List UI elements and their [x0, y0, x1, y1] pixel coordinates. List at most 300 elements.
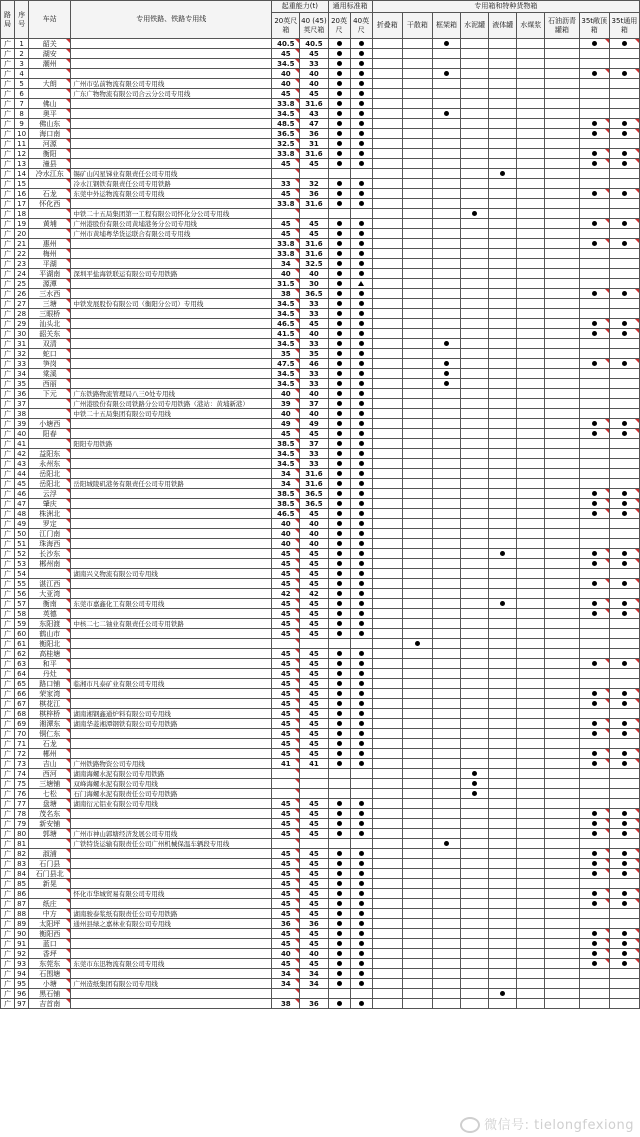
special-cell-8: [609, 289, 639, 299]
table-row: [1, 509, 640, 519]
special-cell-5: [517, 859, 545, 869]
cap40-cell: 40: [300, 409, 328, 419]
route-cell: 广: [1, 759, 15, 769]
table-row: [1, 299, 640, 309]
special-cell-5: [517, 59, 545, 69]
special-cell-5: [517, 849, 545, 859]
special-cell-5: [517, 939, 545, 949]
cap40-cell: 40: [300, 529, 328, 539]
dot-mark: [337, 751, 342, 756]
special-cell-1: [402, 699, 432, 709]
cap20-cell: 45: [272, 699, 300, 709]
table-row: [1, 99, 640, 109]
special-cell-6: [545, 279, 579, 289]
station-cell: [29, 69, 71, 79]
special-cell-3: [461, 249, 489, 259]
dot-mark: [622, 701, 627, 706]
dot-mark: [622, 151, 627, 156]
cap40-cell: 45: [300, 159, 328, 169]
railway-cell: [71, 929, 272, 939]
special-cell-4: [489, 709, 517, 719]
dot-mark: [622, 901, 627, 906]
cap40-cell: 33: [300, 339, 328, 349]
special-cell-7: [579, 419, 609, 429]
special-cell-7: [579, 339, 609, 349]
special-cell-8: [609, 559, 639, 569]
special-cell-4: [489, 899, 517, 909]
cap40-cell: 45: [300, 809, 328, 819]
station-cell: 和平: [29, 659, 71, 669]
std-cell-1: [350, 359, 372, 369]
std-cell-0: [328, 679, 350, 689]
special-cell-1: [402, 229, 432, 239]
special-cell-1: [402, 479, 432, 489]
route-cell: 广: [1, 89, 15, 99]
cap40-cell: 45: [300, 219, 328, 229]
cap20-cell: [272, 839, 300, 849]
dot-mark: [359, 611, 364, 616]
special-cell-6: [545, 209, 579, 219]
table-row: [1, 799, 640, 809]
dot-mark: [337, 261, 342, 266]
cap40-cell: 31.6: [300, 199, 328, 209]
cap20-cell: 45: [272, 819, 300, 829]
cap40-cell: 33: [300, 59, 328, 69]
route-cell: 广: [1, 99, 15, 109]
special-cell-4: [489, 509, 517, 519]
special-cell-5: [517, 749, 545, 759]
route-cell: 广: [1, 269, 15, 279]
seq-cell: 15: [15, 179, 29, 189]
table-row: [1, 279, 640, 289]
special-cell-2: [432, 69, 460, 79]
dot-mark: [592, 751, 597, 756]
special-cell-5: [517, 419, 545, 429]
route-cell: 广: [1, 399, 15, 409]
special-cell-2: [432, 169, 460, 179]
seq-cell: 38: [15, 409, 29, 419]
special-cell-0: [372, 779, 402, 789]
cap40-cell: 45: [300, 729, 328, 739]
special-cell-7: [579, 469, 609, 479]
special-cell-5: [517, 479, 545, 489]
dot-mark: [337, 681, 342, 686]
special-cell-2: [432, 669, 460, 679]
special-cell-7: [579, 539, 609, 549]
cap20-cell: 45: [272, 829, 300, 839]
special-cell-5: [517, 579, 545, 589]
special-cell-4: [489, 619, 517, 629]
special-cell-1: [402, 689, 432, 699]
special-cell-0: [372, 559, 402, 569]
special-cell-0: [372, 679, 402, 689]
special-cell-5: [517, 189, 545, 199]
special-cell-4: [489, 999, 517, 1009]
table-row: [1, 59, 640, 69]
special-cell-2: [432, 849, 460, 859]
special-cell-4: [489, 369, 517, 379]
railway-cell: [71, 689, 272, 699]
dot-mark: [359, 221, 364, 226]
std-cell-1: [350, 789, 372, 799]
station-cell: 棋梓桥: [29, 709, 71, 719]
railway-cell: 怀化市华城贸易有限公司专用线: [71, 889, 272, 899]
special-cell-0: [372, 959, 402, 969]
special-cell-0: [372, 709, 402, 719]
seq-cell: 33: [15, 359, 29, 369]
dot-mark: [359, 971, 364, 976]
std-cell-1: [350, 619, 372, 629]
special-cell-8: [609, 399, 639, 409]
special-cell-8: [609, 939, 639, 949]
special-cell-3: [461, 469, 489, 479]
special-cell-1: [402, 109, 432, 119]
special-cell-4: [489, 909, 517, 919]
special-cell-8: [609, 969, 639, 979]
dot-mark: [622, 581, 627, 586]
seq-cell: 94: [15, 969, 29, 979]
std-cell-1: [350, 289, 372, 299]
seq-cell: 8: [15, 109, 29, 119]
route-cell: 广: [1, 999, 15, 1009]
special-cell-7: [579, 689, 609, 699]
special-cell-5: [517, 949, 545, 959]
dot-mark: [359, 661, 364, 666]
special-cell-6: [545, 109, 579, 119]
special-cell-8: [609, 549, 639, 559]
special-cell-2: [432, 199, 460, 209]
special-cell-7: [579, 389, 609, 399]
special-cell-3: [461, 209, 489, 219]
special-cell-3: [461, 949, 489, 959]
cap40-cell: 32: [300, 179, 328, 189]
special-cell-0: [372, 769, 402, 779]
special-cell-7: [579, 49, 609, 59]
route-cell: 广: [1, 739, 15, 749]
dot-mark: [337, 241, 342, 246]
special-cell-7: [579, 659, 609, 669]
railway-cell: 东莞中外运物流有限公司专用线: [71, 189, 272, 199]
special-cell-3: [461, 299, 489, 309]
special-cell-3: [461, 639, 489, 649]
special-cell-1: [402, 319, 432, 329]
special-cell-6: [545, 129, 579, 139]
special-cell-2: [432, 179, 460, 189]
cap20-cell: 45: [272, 579, 300, 589]
special-cell-0: [372, 489, 402, 499]
dot-mark: [592, 821, 597, 826]
std-cell-1: [350, 239, 372, 249]
railway-cell: 广州市弘前物流有限公司专用线: [71, 79, 272, 89]
special-cell-1: [402, 99, 432, 109]
special-cell-6: [545, 769, 579, 779]
railway-cell: [71, 739, 272, 749]
std-cell-1: [350, 489, 372, 499]
special-cell-0: [372, 279, 402, 289]
special-cell-2: [432, 499, 460, 509]
std-cell-0: [328, 69, 350, 79]
station-cell: 棋花江: [29, 699, 71, 709]
special-cell-6: [545, 979, 579, 989]
dot-mark: [500, 991, 505, 996]
station-cell: 永州东: [29, 459, 71, 469]
dot-mark: [359, 761, 364, 766]
cap20-cell: 48.5: [272, 119, 300, 129]
special-cell-6: [545, 169, 579, 179]
special-cell-6: [545, 679, 579, 689]
std-cell-1: [350, 499, 372, 509]
std-cell-1: [350, 769, 372, 779]
cap20-cell: 45: [272, 549, 300, 559]
cap40-cell: 34: [300, 979, 328, 989]
dot-mark: [622, 431, 627, 436]
cap40-cell: 45: [300, 739, 328, 749]
cap40-cell: 45: [300, 829, 328, 839]
seq-cell: 28: [15, 309, 29, 319]
cap40-cell: 31.6: [300, 469, 328, 479]
dot-mark: [359, 111, 364, 116]
railway-cell: 广州市神山郭塘经济发展公司专用线: [71, 829, 272, 839]
special-cell-0: [372, 919, 402, 929]
special-cell-1: [402, 439, 432, 449]
special-cell-8: [609, 669, 639, 679]
railway-cell: [71, 639, 272, 649]
cap20-cell: 32.5: [272, 139, 300, 149]
special-cell-7: [579, 349, 609, 359]
cap20-cell: 46.5: [272, 509, 300, 519]
station-cell: 黄埔: [29, 219, 71, 229]
cap20-cell: 45: [272, 709, 300, 719]
special-cell-6: [545, 849, 579, 859]
station-cell: 荣家湾: [29, 689, 71, 699]
std-cell-1: [350, 369, 372, 379]
special-cell-8: [609, 809, 639, 819]
special-cell-5: [517, 329, 545, 339]
std-cell-0: [328, 999, 350, 1009]
special-cell-1: [402, 989, 432, 999]
railway-cell: [71, 459, 272, 469]
dot-mark: [337, 331, 342, 336]
cap40-cell: 45: [300, 799, 328, 809]
seq-cell: 34: [15, 369, 29, 379]
col-special-2: 框架箱: [432, 13, 460, 39]
special-cell-2: [432, 619, 460, 629]
table-row: [1, 219, 640, 229]
railway-cell: [71, 289, 272, 299]
special-cell-4: [489, 809, 517, 819]
railway-cell: [71, 139, 272, 149]
special-cell-3: [461, 869, 489, 879]
dot-mark: [622, 951, 627, 956]
dot-mark: [622, 491, 627, 496]
railway-cell: [71, 939, 272, 949]
special-cell-4: [489, 329, 517, 339]
station-cell: 云浮: [29, 489, 71, 499]
cap40-cell: 40: [300, 69, 328, 79]
special-cell-2: [432, 649, 460, 659]
dot-mark: [359, 911, 364, 916]
special-cell-1: [402, 219, 432, 229]
dot-mark: [359, 491, 364, 496]
dot-mark: [500, 601, 505, 606]
std-cell-0: [328, 619, 350, 629]
cap40-cell: 45: [300, 699, 328, 709]
dot-mark: [337, 301, 342, 306]
dot-mark: [444, 341, 449, 346]
seq-cell: 89: [15, 919, 29, 929]
cap20-cell: 40: [272, 79, 300, 89]
special-cell-4: [489, 259, 517, 269]
special-cell-8: [609, 679, 639, 689]
route-cell: 广: [1, 779, 15, 789]
special-cell-3: [461, 399, 489, 409]
seq-cell: 37: [15, 399, 29, 409]
std-cell-0: [328, 509, 350, 519]
station-cell: [29, 179, 71, 189]
special-cell-7: [579, 579, 609, 589]
dot-mark: [472, 771, 477, 776]
railway-cell: [71, 319, 272, 329]
seq-cell: 76: [15, 789, 29, 799]
special-cell-0: [372, 699, 402, 709]
std-cell-1: [350, 39, 372, 49]
std-cell-0: [328, 79, 350, 89]
std-cell-0: [328, 279, 350, 289]
railway-cell: 广州港股份有限公司黄埔港务分公司专用线: [71, 219, 272, 229]
special-cell-7: [579, 199, 609, 209]
seq-cell: 4: [15, 69, 29, 79]
dot-mark: [359, 671, 364, 676]
std-cell-0: [328, 779, 350, 789]
std-cell-0: [328, 289, 350, 299]
railway-cell: 深圳平盐海铁联运有限公司专用铁路: [71, 269, 272, 279]
route-cell: 广: [1, 169, 15, 179]
special-cell-8: [609, 139, 639, 149]
dot-mark: [592, 701, 597, 706]
special-cell-1: [402, 189, 432, 199]
special-cell-1: [402, 529, 432, 539]
station-cell: 郴州: [29, 749, 71, 759]
special-cell-4: [489, 69, 517, 79]
special-cell-5: [517, 809, 545, 819]
special-cell-3: [461, 619, 489, 629]
special-cell-3: [461, 419, 489, 429]
cap40-cell: 37: [300, 399, 328, 409]
dot-mark: [359, 831, 364, 836]
dot-mark: [592, 151, 597, 156]
cap20-cell: 36.5: [272, 129, 300, 139]
table-row: [1, 339, 640, 349]
special-cell-1: [402, 519, 432, 529]
special-cell-3: [461, 809, 489, 819]
route-cell: 广: [1, 929, 15, 939]
std-cell-0: [328, 829, 350, 839]
special-cell-5: [517, 159, 545, 169]
cap20-cell: [272, 769, 300, 779]
special-cell-7: [579, 99, 609, 109]
cap20-cell: 33.8: [272, 199, 300, 209]
route-cell: 广: [1, 239, 15, 249]
special-cell-8: [609, 539, 639, 549]
dot-mark: [592, 321, 597, 326]
dot-mark: [592, 611, 597, 616]
special-cell-4: [489, 209, 517, 219]
seq-cell: 10: [15, 129, 29, 139]
cap20-cell: 49: [272, 419, 300, 429]
dot-mark: [622, 121, 627, 126]
special-cell-6: [545, 289, 579, 299]
route-cell: 广: [1, 839, 15, 849]
special-cell-4: [489, 489, 517, 499]
seq-cell: 5: [15, 79, 29, 89]
route-cell: 广: [1, 129, 15, 139]
station-cell: 韶关东: [29, 329, 71, 339]
route-cell: 广: [1, 259, 15, 269]
std-cell-0: [328, 629, 350, 639]
special-cell-0: [372, 49, 402, 59]
special-cell-8: [609, 259, 639, 269]
dot-mark: [359, 461, 364, 466]
special-cell-0: [372, 739, 402, 749]
special-cell-4: [489, 59, 517, 69]
route-cell: 广: [1, 519, 15, 529]
cap40-cell: 45: [300, 319, 328, 329]
table-row: [1, 109, 640, 119]
special-cell-3: [461, 589, 489, 599]
special-cell-5: [517, 629, 545, 639]
dot-mark: [359, 931, 364, 936]
special-cell-6: [545, 399, 579, 409]
special-cell-4: [489, 639, 517, 649]
cap40-cell: [300, 779, 328, 789]
special-cell-4: [489, 269, 517, 279]
special-cell-2: [432, 79, 460, 89]
cap40-cell: 45: [300, 929, 328, 939]
railway-cell: 湖南衍元铝业有限公司专用线: [71, 799, 272, 809]
special-cell-7: [579, 499, 609, 509]
special-cell-8: [609, 879, 639, 889]
special-cell-7: [579, 679, 609, 689]
table-row: [1, 539, 640, 549]
std-cell-0: [328, 789, 350, 799]
special-cell-7: [579, 889, 609, 899]
std-cell-0: [328, 159, 350, 169]
route-cell: 广: [1, 359, 15, 369]
special-cell-5: [517, 119, 545, 129]
seq-cell: 84: [15, 869, 29, 879]
special-cell-5: [517, 529, 545, 539]
special-cell-3: [461, 279, 489, 289]
special-cell-4: [489, 189, 517, 199]
cap20-cell: 45: [272, 739, 300, 749]
special-cell-6: [545, 349, 579, 359]
special-cell-5: [517, 89, 545, 99]
std-cell-1: [350, 869, 372, 879]
cap20-cell: 33: [272, 179, 300, 189]
special-cell-1: [402, 619, 432, 629]
special-cell-2: [432, 879, 460, 889]
special-cell-3: [461, 879, 489, 889]
seq-cell: 78: [15, 809, 29, 819]
dot-mark: [359, 291, 364, 296]
special-cell-6: [545, 749, 579, 759]
station-cell: 新晃: [29, 879, 71, 889]
route-cell: 广: [1, 889, 15, 899]
seq-cell: 19: [15, 219, 29, 229]
special-cell-7: [579, 69, 609, 79]
cap20-cell: 34.5: [272, 449, 300, 459]
railway-cell: [71, 39, 272, 49]
